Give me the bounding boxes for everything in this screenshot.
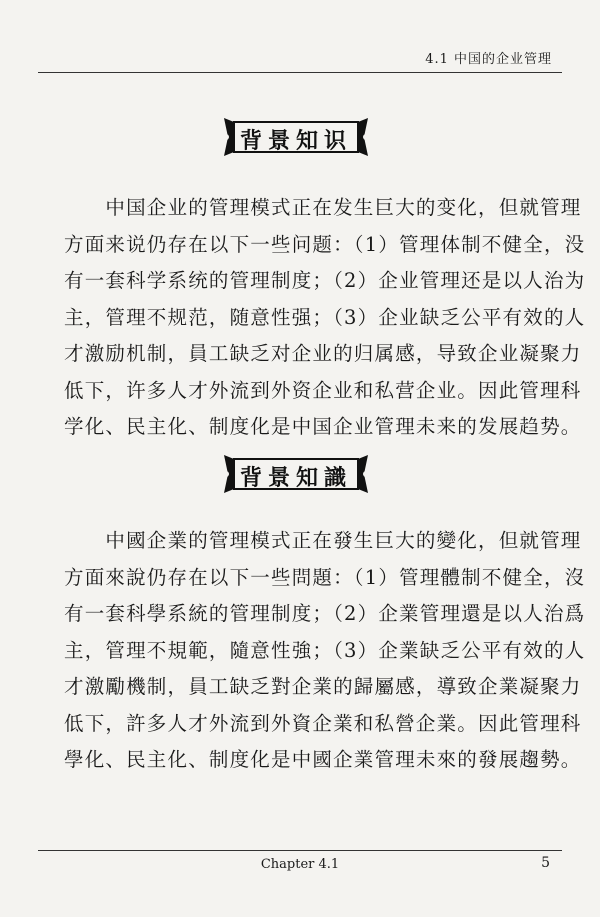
text-line: 主，管理不規範，隨意性強；（3）企業缺乏公平有效的人 (64, 638, 586, 662)
running-head: 4.1 中国的企业管理 (425, 52, 552, 67)
text-line: 中国企业的管理模式正在发生巨大的变化，但就管理 (64, 196, 582, 219)
text-line: 主，管理不规范，随意性强；（3）企业缺乏公平有效的人 (64, 305, 586, 329)
section-banner-simplified (220, 116, 372, 158)
text-line: 方面来说仍存在以下一些问题：（1）管理体制不健全，没 (64, 232, 586, 256)
text-line: 方面來說仍存在以下一些問題：（1）管理體制不健全，沒 (64, 565, 586, 589)
banner-title: 背景知識 (239, 466, 352, 491)
text-line: 低下，許多人才外流到外資企業和私營企業。因此管理科 (64, 711, 582, 735)
text-line: 学化、民主化、制度化是中国企业管理未来的发展趋势。 (64, 415, 582, 438)
page-number: 5 (541, 855, 550, 871)
text-line: 才激励机制，員工缺乏对企业的归属感，导致企业凝聚力 (64, 342, 582, 365)
text-line: 才激勵機制，員工缺乏對企業的歸屬感，導致企業凝聚力 (64, 675, 582, 698)
footer-rule (38, 850, 562, 851)
text-line: 有一套科學系統的管理制度；（2）企業管理還是以人治爲 (64, 602, 586, 625)
section-banner-traditional (220, 453, 372, 495)
text-line: 中國企業的管理模式正在發生巨大的變化，但就管理 (64, 529, 582, 552)
text-line: 學化、民主化、制度化是中國企業管理未來的發展趨勢。 (64, 748, 582, 771)
text-line: 低下，许多人才外流到外资企业和私营企业。因此管理科 (64, 378, 582, 402)
text-line: 有一套科学系统的管理制度；（2）企业管理还是以人治为 (64, 269, 586, 292)
banner-title: 背景知识 (239, 129, 352, 154)
footer-chapter: Chapter 4.1 (260, 857, 340, 872)
paragraph-traditional (64, 523, 586, 779)
paragraph-simplified (64, 190, 586, 446)
header-rule (38, 72, 562, 73)
